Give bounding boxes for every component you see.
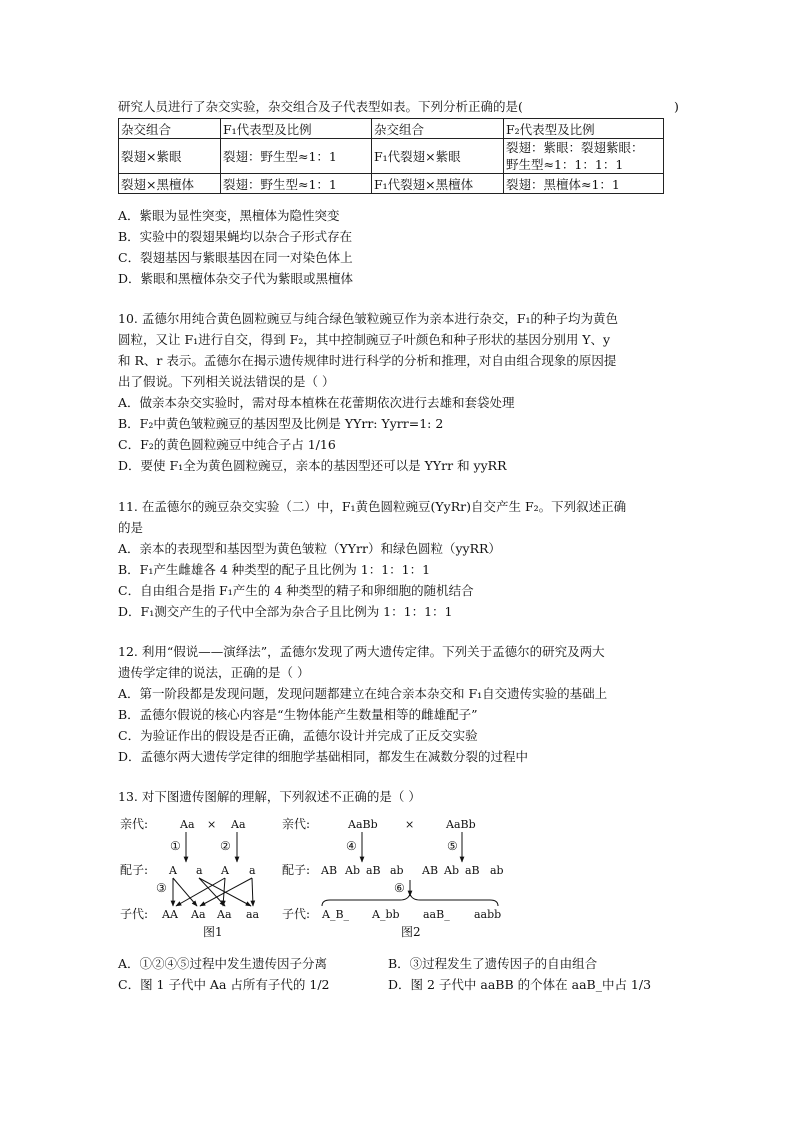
parent-genotype: AaBb [446, 818, 476, 831]
gamete-label: 配子: [120, 863, 149, 877]
q11-option-d: D．F₁测交产生的子代中全部为杂合子且比例为 1：1：1：1 [118, 604, 453, 619]
table-header: 杂交组合 [372, 119, 504, 139]
q12-stem-line: 12. 利用“假说——演绎法”，孟德尔发现了两大遗传定律。下列关于孟德尔的研究及两大 [118, 644, 605, 659]
q9-table [118, 118, 664, 194]
offspring-label: 子代: [282, 907, 311, 921]
gamete: Ab [345, 864, 360, 877]
q13-option-b: B．③过程发生了遗传因子的自由组合 [388, 956, 598, 971]
q9-option-c: C．裂翅基因与紫眼基因在同一对染色体上 [118, 250, 353, 265]
figure-caption: 图2 [401, 925, 421, 939]
q9-stem [118, 99, 523, 115]
table-row [119, 139, 664, 174]
table-cell: 裂翅×紫眼 [119, 139, 221, 174]
genetic-diagram [110, 808, 530, 948]
q11-option-b: B．F₁产生雌雄各 4 种类型的配子且比例为 1：1：1：1 [118, 562, 431, 577]
table-cell: 裂翅：黑檀体≈1：1 [504, 174, 664, 194]
q11-stem-line: 11. 在孟德尔的豌豆杂交实验（二）中，F₁黄色圆粒豌豆(YyRr)自交产生 F₂。下列叙述正确 [118, 499, 627, 514]
figure-2 [282, 816, 504, 939]
q10-stem-line: 圆粒，又让 F₁进行自交，得到 F₂，其中控制豌豆子叶颜色和种子形状的基因分别用 Y、y [118, 332, 611, 347]
step-marker: ⑤ [447, 839, 458, 853]
cross-symbol: × [207, 818, 217, 831]
figure-1 [120, 816, 260, 939]
offspring-label: 子代: [120, 907, 149, 921]
table-cell [504, 139, 664, 174]
parent-label: 亲代: [120, 817, 149, 831]
gamete: AB [321, 864, 338, 877]
q13-option-d: D．图 2 子代中 aaBB 的个体在 aaB_中占 1/3 [388, 977, 652, 992]
q10-stem-line: 和 R、r 表示。孟德尔在揭示遗传规律时进行科学的分析和推理，对自由组合现象的原因提 [118, 353, 617, 368]
gamete: a [196, 864, 203, 877]
q9-stem-end: ) [674, 99, 679, 114]
table-cell: 裂翅：野生型≈1：1 [221, 139, 372, 174]
table-row [119, 119, 664, 139]
offspring-genotype: aaB_ [423, 908, 450, 921]
offspring-genotype: Aa [191, 908, 206, 921]
gamete: aB [366, 864, 381, 877]
q13-option-a: A．①②④⑤过程中发生遗传因子分离 [118, 956, 328, 971]
gamete: a [249, 864, 256, 877]
parent-genotype: Aa [231, 818, 246, 831]
q9-option-a: A．紫眼为显性突变，黑檀体为隐性突变 [118, 208, 340, 223]
table-header: 杂交组合 [119, 119, 221, 139]
step-marker: ④ [346, 839, 357, 853]
offspring-genotype: aa [246, 908, 260, 921]
q12-option-d: D．孟德尔两大遗传学定律的细胞学基础相同，都发生在减数分裂的过程中 [118, 749, 529, 764]
gamete: Ab [444, 864, 459, 877]
step-marker: ① [170, 839, 181, 853]
q12-option-b: B．孟德尔假说的核心内容是“生物体能产生数量相等的雌雄配子” [118, 707, 478, 722]
table-header: F₁代表型及比例 [221, 119, 372, 139]
q10-stem-line: 出了假说。下列相关说法错误的是（ ） [118, 374, 335, 389]
offspring-genotype: Aa [217, 908, 232, 921]
offspring-genotype: AA [162, 908, 178, 921]
parent-genotype: Aa [180, 818, 195, 831]
offspring-genotype: A_B_ [322, 908, 350, 921]
table-row [119, 174, 664, 194]
q12-stem-line: 遗传学定律的说法，正确的是（ ） [118, 665, 310, 680]
gamete: ab [390, 864, 404, 877]
q10-option-c: C．F₂的黄色圆粒豌豆中纯合子占 1/16 [118, 437, 336, 452]
q12-option-c: C．为验证作出的假设是否正确，孟德尔设计并完成了正反交实验 [118, 728, 478, 743]
q11-stem-line: 的是 [118, 520, 144, 535]
step-marker: ② [220, 839, 231, 853]
parent-genotype: AaBb [348, 818, 378, 831]
q13-option-c: C．图 1 子代中 Aa 占所有子代的 1/2 [118, 977, 330, 992]
cross-symbol: × [405, 818, 415, 831]
gamete-label: 配子: [282, 863, 311, 877]
table-cell: 裂翅×黑檀体 [119, 174, 221, 194]
q10-stem-line: 10. 孟德尔用纯合黄色圆粒豌豆与纯合绿色皱粒豌豆作为亲本进行杂交，F₁的种子均为黄色 [118, 311, 619, 326]
table-header: F₂代表型及比例 [504, 119, 664, 139]
offspring-genotype: A_bb [372, 908, 400, 921]
gamete: ab [490, 864, 504, 877]
q9-stem-text: 研究人员进行了杂交实验，杂交组合及子代表型如表。下列分析正确的是( [118, 99, 523, 114]
q13-stem: 13. 对下图遗传图解的理解，下列叙述不正确的是（ ） [118, 789, 421, 804]
q9-option-d: D．紫眼和黑檀体杂交子代为紫眼或黑檀体 [118, 271, 354, 286]
q10-option-d: D．要使 F₁全为黄色圆粒豌豆，亲本的基因型还可以是 YYrr 和 yyRR [118, 458, 507, 473]
step-marker: ⑥ [394, 881, 405, 895]
q11-option-a: A．亲本的表现型和基因型为黄色皱粒（YYrr）和绿色圆粒（yyRR） [118, 541, 501, 556]
q12-option-a: A．第一阶段都是发现问题，发现问题都建立在纯合亲本杂交和 F₁自交遗传实验的基础上 [118, 686, 608, 701]
step-marker: ③ [156, 881, 167, 895]
q11-option-c: C．自由组合是指 F₁产生的 4 种类型的精子和卵细胞的随机结合 [118, 583, 474, 598]
gamete: A [169, 864, 177, 877]
table-cell: F₁代裂翅×黑檀体 [372, 174, 504, 194]
figure-caption: 图1 [203, 925, 223, 939]
gamete: A [221, 864, 229, 877]
table-cell-line: 裂翅：紫眼：裂翅紫眼： [506, 140, 644, 155]
parent-label: 亲代: [282, 817, 311, 831]
table-cell: 裂翅：野生型≈1：1 [221, 174, 372, 194]
gamete: aB [465, 864, 480, 877]
table-cell-line: 野生型≈1：1：1：1 [506, 157, 624, 172]
q10-option-b: B．F₂中黄色皱粒豌豆的基因型及比例是 YYrr: Yyrr=1: 2 [118, 416, 444, 431]
table-cell: F₁代裂翅×紫眼 [372, 139, 504, 174]
gamete: AB [422, 864, 439, 877]
fertilization-arrows [173, 878, 253, 906]
offspring-genotype: aabb [474, 908, 502, 921]
q10-option-a: A．做亲本杂交实验时，需对母本植株在花蕾期依次进行去雄和套袋处理 [118, 395, 515, 410]
q9-option-b: B．实验中的裂翅果蝇均以杂合子形式存在 [118, 229, 353, 244]
